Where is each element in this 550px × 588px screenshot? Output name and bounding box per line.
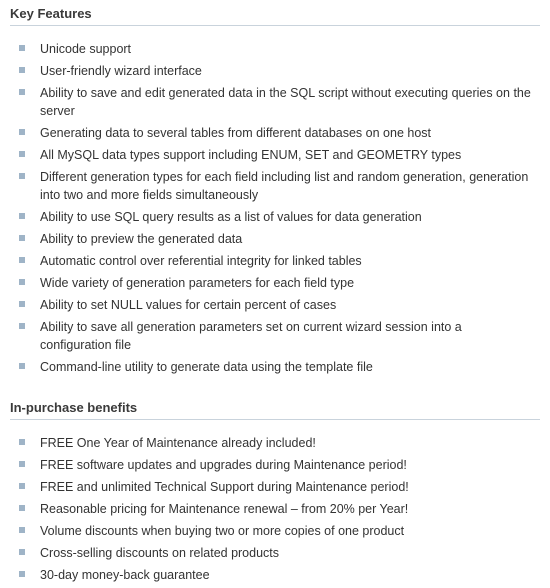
square-bullet-icon: [19, 363, 25, 369]
in-purchase-benefits-list: [10, 434, 540, 584]
list-item: [10, 252, 540, 270]
list-item-text: Automatic control over referential integrity for linked tables: [40, 254, 362, 268]
in-purchase-benefits-section: [10, 400, 540, 588]
list-item: [10, 274, 540, 292]
list-item: [10, 456, 540, 474]
list-item-text: Reasonable pricing for Maintenance renewal – from 20% per Year!: [40, 502, 409, 516]
list-item-text: FREE One Year of Maintenance already included!: [40, 436, 316, 450]
list-item: [10, 296, 540, 314]
list-item-text: User-friendly wizard interface: [40, 64, 202, 78]
list-item-text: Volume discounts when buying two or more copies of one product: [40, 524, 405, 538]
list-item: [10, 168, 540, 204]
square-bullet-icon: [19, 151, 25, 157]
list-item-text: Wide variety of generation parameters for each field type: [40, 276, 355, 290]
list-item-text: Unicode support: [40, 42, 132, 56]
list-item-text: Ability to save all generation parameters set on current wizard session into a configuration file: [40, 320, 462, 352]
list-item: [10, 40, 540, 58]
square-bullet-icon: [19, 45, 25, 51]
list-item-text: Ability to preview the generated data: [40, 232, 243, 246]
list-item: [10, 84, 540, 120]
square-bullet-icon: [19, 67, 25, 73]
list-item: [10, 478, 540, 496]
square-bullet-icon: [19, 213, 25, 219]
square-bullet-icon: [19, 173, 25, 179]
list-item-text: Ability to set NULL values for certain percent of cases: [40, 298, 337, 312]
list-item-text: Generating data to several tables from different databases on one host: [40, 126, 431, 140]
list-item-text: All MySQL data types support including ENUM, SET and GEOMETRY types: [40, 148, 462, 162]
key-features-section: [10, 6, 540, 380]
square-bullet-icon: [19, 235, 25, 241]
list-item: [10, 358, 540, 376]
key-features-list: [10, 40, 540, 376]
square-bullet-icon: [19, 129, 25, 135]
list-item-text: Ability to use SQL query results as a list of values for data generation: [40, 210, 422, 224]
list-item-text: Cross-selling discounts on related products: [40, 546, 280, 560]
list-item-text: Different generation types for each field including list and random generation, generation into two and more fields simultaneously: [40, 170, 529, 202]
list-item: [10, 146, 540, 164]
list-item-text: Ability to save and edit generated data in the SQL script without executing queries on the server: [40, 86, 531, 118]
square-bullet-icon: [19, 257, 25, 263]
key-features-heading: Key Features: [10, 6, 540, 26]
square-bullet-icon: [19, 439, 25, 445]
list-item: [10, 522, 540, 540]
list-item: [10, 124, 540, 142]
square-bullet-icon: [19, 483, 25, 489]
square-bullet-icon: [19, 505, 25, 511]
list-item-text: 30-day money-back guarantee: [40, 568, 210, 582]
square-bullet-icon: [19, 279, 25, 285]
square-bullet-icon: [19, 527, 25, 533]
list-item: [10, 544, 540, 562]
square-bullet-icon: [19, 461, 25, 467]
list-item-text: FREE software updates and upgrades during Maintenance period!: [40, 458, 407, 472]
list-item-text: Command-line utility to generate data using the template file: [40, 360, 373, 374]
square-bullet-icon: [19, 301, 25, 307]
list-item: [10, 62, 540, 80]
list-item: [10, 434, 540, 452]
list-item: [10, 230, 540, 248]
list-item: [10, 566, 540, 584]
list-item-text: FREE and unlimited Technical Support during Maintenance period!: [40, 480, 409, 494]
square-bullet-icon: [19, 571, 25, 577]
list-item: [10, 208, 540, 226]
in-purchase-benefits-heading: In-purchase benefits: [10, 400, 540, 420]
square-bullet-icon: [19, 323, 25, 329]
square-bullet-icon: [19, 549, 25, 555]
list-item: [10, 500, 540, 518]
square-bullet-icon: [19, 89, 25, 95]
list-item: [10, 318, 540, 354]
